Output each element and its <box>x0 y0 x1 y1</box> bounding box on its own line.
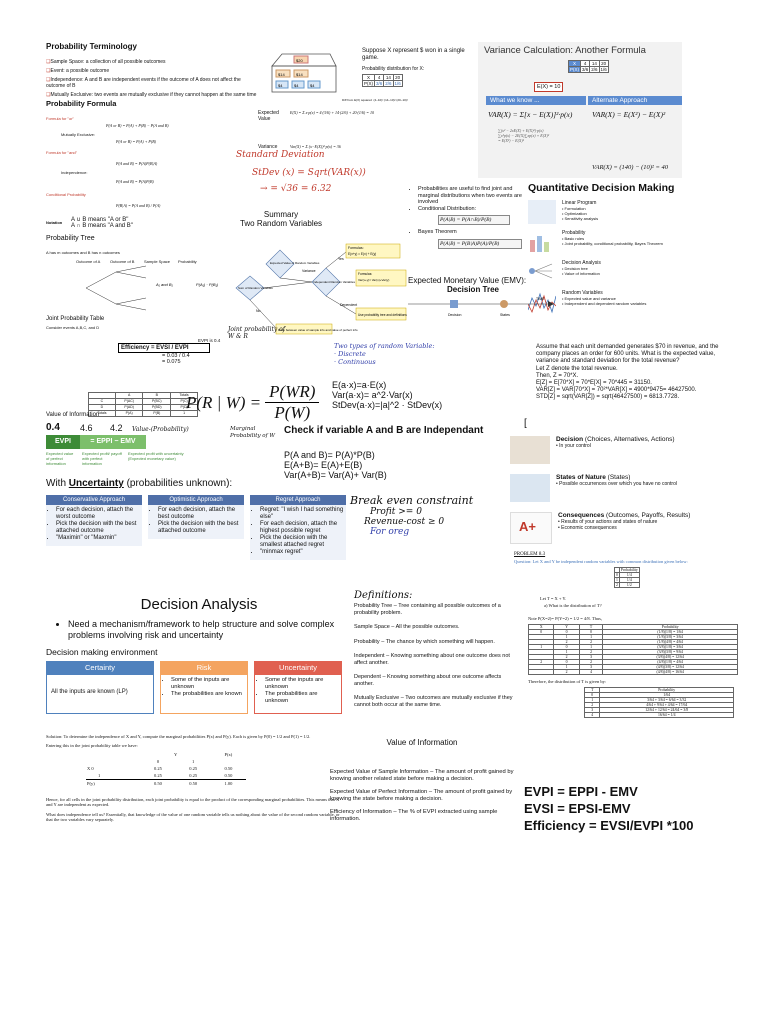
rv-rules-2 <box>284 450 484 480</box>
efficiency-box: Efficiency = EVSI / EVPI <box>118 343 210 353</box>
conditional-label: Conditional Probability <box>46 192 86 197</box>
money-text: Suppose X represent $ won in a single game. <box>362 48 465 61</box>
sd-hand-3: → = √36 = 6.32 <box>260 184 332 194</box>
revenue-l1: Let Z denote the total revenue. <box>536 365 618 372</box>
dependent-text: Dependent <box>340 303 358 307</box>
optimistic-col: Optimistic Approach • For each decision, attach the best outcome • Pick the decision with the best attached outcome <box>148 495 244 560</box>
formulas-label: Formulas: <box>348 246 364 250</box>
svg-text:Formulas:: Formulas: <box>358 272 373 276</box>
tree-note: A has m outcomes and B has n outcomes <box>46 250 120 255</box>
def-item: Sample Space – All the possible outcomes. <box>354 624 460 630</box>
sd-hand-2: StDev (x) = Sqrt(VAR(x)) <box>252 168 366 178</box>
decision-item: A+ Consequences (Outcomes, Payoffs, Results) • Results of your actions and states of nature • Economic consequences <box>510 512 740 544</box>
emv-section <box>408 276 545 329</box>
rule-2: Var(a·x)= a^2·Var(x) <box>332 390 413 400</box>
bill-14b: $14 <box>296 72 303 77</box>
ex-badge: E(X) = 10 <box>534 82 563 92</box>
risk-col: Risk • Some of the inputs are unknown • The probabilities are known <box>160 661 248 714</box>
voi-n3: 4.2 <box>110 423 123 433</box>
evpi-tag: EVPI <box>46 435 80 449</box>
revenue-section <box>536 344 736 402</box>
cond-equation: P(B|A) = P(A and B) / P(A) <box>116 203 161 208</box>
revenue-l4: VAR[Z] = VAR[70*X] = 70²*VAR[X] = 4900*9475= 46427500. <box>536 387 697 394</box>
term-item-1: ❑Event: a possible outcome <box>46 68 110 74</box>
voi-def-item: Efficiency of Information – The % of EVPI extracted using sample information. <box>330 809 498 822</box>
joint-note: Consider events A,B,C, and D <box>46 325 100 330</box>
bill-14a: $14 <box>278 72 285 77</box>
uncertainty-title: With Uncertainty (probabilities unknown): <box>46 478 233 489</box>
problem-t-table: X Y T Probability 0 0 0 (1/8)(1/8) = 1/64 1 1 (1/8)(3/8) = 3/64 2 2 (1/8)(4/8) = 4/64 1 0 1 (3/8)(1/8) = 3/64 1 2 (3/8)(3/8) = 9/64 2 3 (3/8)(4/8) = 12/64 2 0 2 (4/8)(1/8) = 4/64 1 3 (4/8)(3/8) = 12/64 2 4 (4/8)(4/8) = 16/64 <box>528 624 738 675</box>
decision-item: States of Nature (States) • Possible occurrences over which you have no control <box>510 474 740 502</box>
summary-decision-diagram <box>226 236 416 336</box>
problem-dist-table: Probability 0 1/4 1 1/4 2 1/2 <box>616 568 638 587</box>
bayes-num: P(WR) <box>265 382 319 403</box>
ratio-text: Ratio between value of sample info and value of perfect info <box>278 328 358 332</box>
evpi-is: EVPI is 0.4 <box>198 338 221 343</box>
def-item: Dependent – Knowing something about one outcome affects another. <box>354 674 502 687</box>
qdm-item: Decision Analysis • Decision tree • Value of information <box>528 260 728 282</box>
voi-def-item: Expected Value of Perfect Information – The amount of profit gained by knowing the state before making a decision. <box>330 789 513 802</box>
bayes-formula: P(A|B) = P(B|A)P(A)/P(B) <box>438 239 522 249</box>
voi-n1: 0.4 <box>46 422 60 433</box>
bill-4c: $4 <box>310 83 315 88</box>
voi-n2: 4.6 <box>80 423 93 433</box>
two-types-hand: Two types of random Variable: · Discrete · Continuous <box>334 342 435 366</box>
da-title: Decision Analysis <box>140 596 258 613</box>
da-env: Decision making environment <box>46 647 158 657</box>
decision-items <box>510 436 740 544</box>
variance-calc-panel <box>478 42 682 178</box>
tree-header: Outcome of B <box>110 259 135 264</box>
term-item-2: ❑Independence: A and B are independent events if the outcome of A does not affect the outcome of B <box>46 77 241 89</box>
rule-5: E(A+B)= E(A)+E(B) <box>284 460 363 470</box>
decision-item: Decision (Choices, Alternatives, Actions) • In your control <box>510 436 740 464</box>
voi-bar <box>46 435 146 449</box>
decision-label: Decision <box>448 313 462 317</box>
grade-paper-icon: A+ <box>510 512 552 544</box>
problem-dist-result: T Probability 0 1/64 1 3/64 + 3/64 = 6/64 = 3/32 2 4/64 + 9/64 + 4/64 = 17/64 3 12/64 + 12/64 = 24/64 = 3/8 4 16/64 = 1/4 <box>584 687 734 718</box>
bayes-den: P(W) <box>274 403 311 422</box>
variance-calc-title: Variance Calculation: Another Formula <box>484 45 646 56</box>
solution: Solution: To determine the independence of X and Y, compute the marginal probabilities P(x) and P(y). Each is given by P(0) = 1/2 and P(1) = 1/2. Entering this in the joint probability table we have: Y P(x) 0 1 X 0 0.25 0.25 0.50 1 0.25 0.25 0.50 P(y) 0.50 0.50 1.00 Hence, for all cells in the joint probability distribution, each joint probability is equal to the product of the corresponding marginal probabilities. This means that X and Y are independent as expected. What does independence tell us? Essentially, that knowledge of the value of one random variable tells us nothing about the value of the second random variable, or that the two variables vary separately. <box>46 734 340 822</box>
time-label: TIME <box>536 297 545 301</box>
ev-text: Expected Value of Random Variables <box>270 261 320 265</box>
voi-title: Value of Information <box>46 412 100 418</box>
or-equation: P(A or B) = P(A) + P(B) − P(A and B) <box>106 123 169 128</box>
joint-probability-table: A B Totals C P(AC) P(BC) P(C) D P(AD) P(BD) P(D) Totals P(A) P(B) 1 <box>88 392 198 417</box>
joint-prob-hand: Joint probability of W & R <box>228 326 285 340</box>
break-even: Break even constraint Profit >= 0 Revenue-cost ≥ 0 For oreg <box>350 494 474 537</box>
def-item: Probability Tree – Tree containing all possible outcomes of a probability problem. <box>354 603 501 616</box>
rule-4: P(A and B)= P(A)*P(B) <box>284 450 375 460</box>
def-item: Independent – Knowing something about one outcome does not affect another. <box>354 653 510 666</box>
bill-20: $20 <box>296 58 303 63</box>
no-text: No <box>256 309 261 313</box>
cond-item: • Conditional Distribution: <box>418 206 528 213</box>
independent-text: Independent Random Variables <box>313 280 355 284</box>
voi-left <box>46 412 266 466</box>
revenue-l3: E[Z] = E[70*X] = 70*E[X] = 70*445 = 31150. <box>536 380 652 387</box>
marginal-hand: Marginal Probability of W <box>230 426 276 439</box>
revenue-l2: Then, Z = 70*X. <box>536 372 579 379</box>
bill-4a: $4 <box>278 83 283 88</box>
independence-label: Independence: <box>61 170 88 175</box>
notation-or: A ∪ B means "A or B" <box>71 217 129 223</box>
term-item-3: ❑Mutually Exclusive: two events are mutually exclusive if they cannot happen at the same time <box>46 92 257 98</box>
notation-label: Notation <box>46 220 63 225</box>
yes-text: Yes <box>338 257 344 261</box>
problem-83: PROBLEM 8.3 Question: Let X and Y be independent random variables with common distribution given below: Probability 0 1/4 1 1/4 2 1/2 Let T = X + Y. a) What is the distribution of T? Note P(X=2)= P(Y=2) = 1/2 = 4/8. Thus, X Y T Probability 0 0 0 (1/8)(1/8) = 1/64 1 1 (1/8)(3/8) = 3/64 2 2 (1/8)(4/8) = 4/64 1 0 1 (3/8)(1/8) = 3/64 1 2 (3/8)(3/8) = 9/64 2 3 (3/8)(4/8) = 12/64 2 0 2 (4/8)(1/8) = 4/64 1 3 (4/8)(3/8) = 12/64 2 4 (4/8)(4/8) = 16/64 Therefore, the distribution of T is given by: T Probability 0 1/64 1 3/64 + 3/64 = 6/64 = 3/32 2 4/64 + 9/64 + 4/64 = 17/64 3 12/64 + 12/64 = 24/64 = 3/8 4 16/64 = 1/4 <box>514 552 750 718</box>
money-box-illustration <box>268 48 340 96</box>
decision-analysis <box>46 596 352 714</box>
unc-col: Uncertainty • Some of the inputs are unknown • The probabilities are unknown <box>254 661 342 714</box>
evpi-mid <box>118 338 228 365</box>
qdm-item: Random Variables • Expected value and variance • Independent and dependent random variables <box>528 290 728 316</box>
emv-title: Expected Monetary Value (EMV): <box>408 276 527 285</box>
revenue-l5: STD[Z] = sqrt(VAR[Z]) = sqrt(46427500) = 6813.7728. <box>536 394 680 401</box>
notation-and: A ∩ B means "A and B" <box>71 223 133 229</box>
sum-rv-text: Sum of Random Variables <box>238 286 273 290</box>
lp-chart-icon <box>528 200 556 224</box>
formula-and-label: Formula for "and" <box>46 150 78 155</box>
bill-4b: $4 <box>294 83 299 88</box>
terminology-title: Probability Terminology <box>46 42 137 51</box>
money-diff-row: Diff from E(X) squared (4−10)² (14−10)² (20−10)² <box>342 98 408 102</box>
summary-section <box>226 210 406 338</box>
var-equation: Var(X) = Σ (x−E(X))²·p(x) = 36 <box>290 144 341 149</box>
summary-subtitle: Two Random Variables <box>239 219 323 228</box>
bracket-mark: [ <box>524 418 527 429</box>
voi-hand: Value-(Probability) <box>132 426 189 433</box>
joint-title: Joint Probability Table <box>46 316 105 322</box>
var-final: VAR(X) = (140) − (10)² = 40 <box>592 164 668 171</box>
rv-rules <box>332 380 522 410</box>
expected-label: Expected Value <box>258 110 279 122</box>
qdm-item: Linear Program • Formulation • Optimization • Sensitivity analysis <box>528 200 728 224</box>
svg-text:P(A₁) · P(B₁): P(A₁) · P(B₁) <box>196 282 219 287</box>
tree-title: Probability Tree <box>46 235 95 242</box>
cond-item: • Probabilities are useful to find joint and marginal distributions when two events are involved <box>418 186 528 206</box>
variance-calc-table: X 4 14 20 P(X) 3/6 2/6 1/6 <box>570 61 607 72</box>
state-label: States <box>500 313 510 317</box>
qdm-section <box>528 182 728 316</box>
alternate-banner: Alternate Approach <box>588 96 682 105</box>
eff-calc-1: = 0.03 / 0.4 <box>162 353 190 359</box>
svg-text:E(x+y) = E(x) + E(y): E(x+y) = E(x) + E(y) <box>348 252 377 256</box>
cond-item: • Bayes Theorem <box>418 229 528 236</box>
money-dist-table: X 4 14 20 P(X) 3/6 2/6 1/6 <box>364 75 401 86</box>
money-dist: Probability distribution for X: <box>362 66 425 72</box>
solution-table: Y P(x) 0 1 X 0 0.25 0.25 0.50 1 0.25 0.25 0.50 P(y) 0.50 0.50 1.00 <box>86 751 246 787</box>
var-alt-formula: VAR(X) = E(X²) − E(X)² <box>592 110 666 119</box>
da-bullet: • Need a mechanism/framework to help structure and solve complex problems involving risk and uncertainty <box>68 619 352 641</box>
check-independent: Check if variable A and B are Independant <box>284 425 484 436</box>
cond-formula: P(A|B) = P(A∩B)/P(B) <box>438 215 510 225</box>
regret-col: Regret Approach • Regret: "I wish I had something else" • For each decision, attach the highest possible regret • Pick the decision with the smallest attached regret • "minmax regret" <box>250 495 346 560</box>
voi-def-item: Expected Value of Sample Information – The amount of profit gained by knowing another related state before making a decision. <box>330 769 514 782</box>
mutually-exclusive-label: Mutually Exclusive: <box>61 132 96 137</box>
summary-title: Summary <box>263 210 299 219</box>
what-we-know-banner: What we know ... <box>486 96 586 105</box>
eff-calc-2: = 0.075 <box>162 359 181 365</box>
definitions: Definitions: Probability Tree – Tree containing all possible outcomes of a probability problem. Sample Space – All the possible outcomes. Probability – The chance by which something will happen. Independent – Knowing something about one outcome does not affect another. Dependent – Knowing something about one outcome affects another. Mutually Exclusive – Two outcomes are mutually exclusive if they cannot both occur at the same time. <box>354 590 513 708</box>
use-prob-text: Use probability tree and definitions <box>358 313 407 317</box>
voi-defs: Value of Information Expected Value of Sample Information – The amount of profit gained by knowing another related state before making a decision. Expected Value of Perfect Information – The amount of profit gained by knowing the state before making a decision. Efficiency of Information – The % of EVPI extracted using sample information. <box>330 738 514 822</box>
def-item: Mutually Exclusive – Two outcomes are mutually exclusive if they cannot both occur at the same time. <box>354 695 513 708</box>
voi-defs: Expected value of perfect information Expected profit/ payoff with perfect information Expected profit with uncertainty (Expected monetary value) <box>46 451 184 466</box>
tree-header: Outcome of A <box>76 259 101 264</box>
svg-text:Var(x+y)= Var(x)+Var(y): Var(x+y)= Var(x)+Var(y) <box>358 278 390 282</box>
ex-equation: E(X) = Σ x·p(x) = 4·(3/6) + 14·(2/6) + 20·(1/6) = 10 <box>290 110 374 115</box>
certainty-col: Certainty All the inputs are known (LP) <box>46 661 154 714</box>
evpi-big: EVPI = EPPI - EMV EVSI = EPSI-EMV Efficiency = EVSI/EVPI *100 <box>524 784 694 833</box>
qdm-title: Quantitative Decision Making <box>528 182 675 194</box>
variance-text: Variance <box>302 269 316 273</box>
eppi-emv-tag: = EPPI − EMV <box>80 435 146 449</box>
term-item-0: ❑Sample Space: a collection of all possible outcomes <box>46 59 166 65</box>
tree-header: Probability <box>178 259 197 264</box>
and-equation: P(A and B) = P(A)P(B|A) <box>116 161 158 166</box>
var-def-formula: VAR(X) = Σ[x − E(X)]²·p(x) <box>488 110 573 119</box>
emv-timeline <box>408 294 558 324</box>
sd-hand-1: Standard Deviation <box>236 150 325 160</box>
svg-text:A₁ and B₁: A₁ and B₁ <box>156 282 173 287</box>
var-steps: ∑(x² − 2xE(X) + E(X)²)·p(x) ∑x²p(x) − 2E(X)∑xp(x) + E(X)² = E(X²) − E(X)² <box>498 128 550 143</box>
bayes-lhs: P(R | W) = <box>186 392 262 412</box>
me-equation: P(A or B) = P(A) + P(B) <box>116 139 156 144</box>
conditional-section <box>408 186 528 249</box>
conservative-col: Conservative Approach • For each decision, attach the worst outcome • Pick the decision with the best attached outcome • "Maximin" or "Maxmin" <box>46 495 142 560</box>
ind-equation: P(A and B) = P(A)P(B) <box>116 179 154 184</box>
tree-header: Sample Space <box>144 259 171 264</box>
emv-subtitle: Decision Tree <box>446 285 500 294</box>
formula-or-label: Formula for "or" <box>46 116 74 121</box>
chess-icon <box>510 436 550 464</box>
formula-title: Probability Formula <box>46 99 117 108</box>
def-item: Probability – The chance by which something will happen. <box>354 638 495 645</box>
probability-tree-diagram <box>46 264 246 312</box>
rule-6: Var(A+B)= Var(A)+ Var(B) <box>284 470 387 480</box>
rule-3: StDev(a·x)=|a|^2 · StDev(x) <box>332 400 443 410</box>
qdm-item: Probability • Basic rules • Joint probability, conditional probability, Bayes Theorem <box>528 230 728 252</box>
probability-bars-icon <box>528 230 556 252</box>
rule-1: E(a·x)=a·E(x) <box>332 380 387 390</box>
uncertainty-section <box>46 478 356 560</box>
variance-label: Variance <box>258 144 278 150</box>
revenue-q: Assume that each unit demanded generates $70 in revenue, and the company places an order for 600 units. What is the expected value, variance and standard deviation for the total revenue? <box>536 344 719 365</box>
